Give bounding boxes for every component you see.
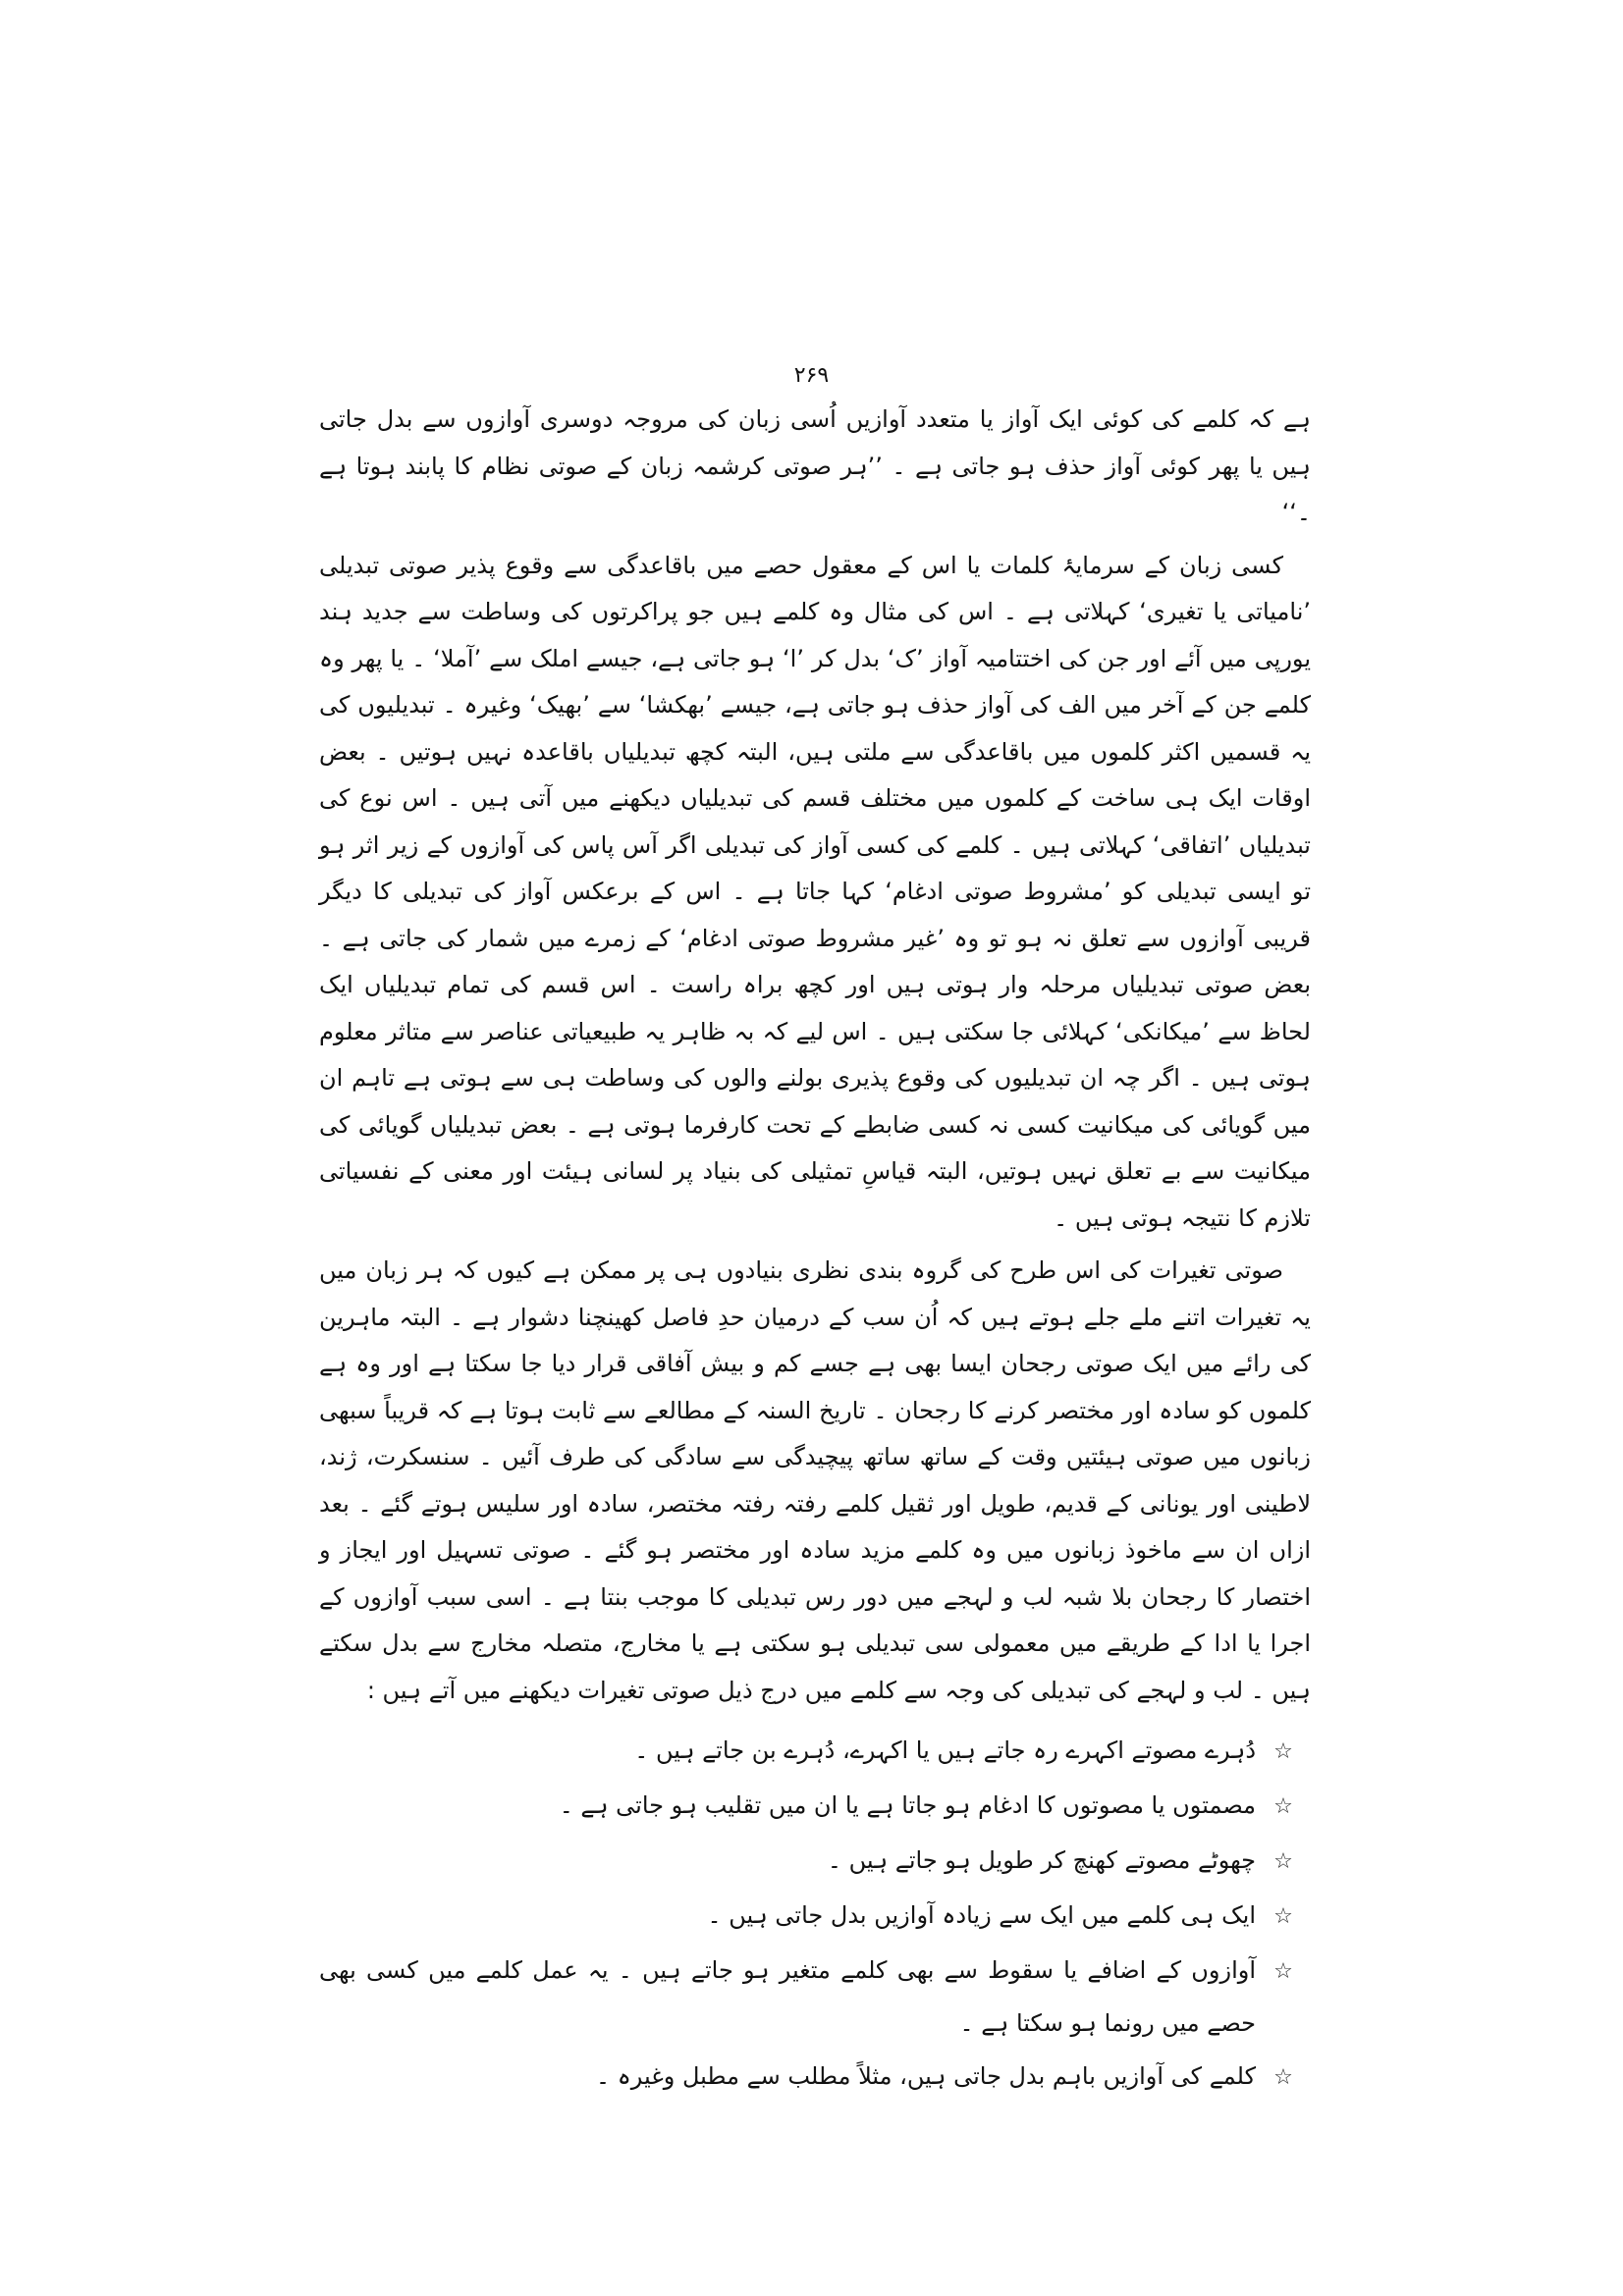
list-item-text: ایک ہی کلمے میں ایک سے زیادہ آوازیں بدل جاتی ہیں ۔: [707, 1901, 1256, 1929]
star-icon: ☆: [1273, 1849, 1293, 1874]
list-item-text: دُہرے مصوتے اکہرے رہ جاتے ہیں یا اکہرے، دُہرے بن جاتے ہیں ۔: [634, 1736, 1256, 1764]
star-icon: ☆: [1273, 2065, 1293, 2090]
star-icon: ☆: [1273, 1959, 1293, 1984]
paragraph-1: ہے کہ کلمے کی کوئی ایک آواز یا متعدد آوازیں اُسی زبان کی مروجہ دوسری آوازوں سے بدل جاتی ہیں یا پھر کوئی آواز حذف ہو جاتی ہے ۔ ’’ہر صوتی کرشمہ زبان کے صوتی نظام کا پابند ہوتا ہے ۔‘‘: [319, 405, 1311, 526]
list-item: [319, 1889, 1311, 1944]
star-icon: ☆: [1273, 1904, 1293, 1929]
list-item-text: آوازوں کے اضافے یا سقوط سے بھی کلمے متغیر ہو جاتے ہیں ۔ یہ عمل کلمے میں کسی بھی حصے میں رونما ہو سکتا ہے ۔: [319, 1956, 1256, 2037]
list-item: [319, 1779, 1311, 1834]
star-icon: ☆: [1273, 1739, 1293, 1764]
bullet-list: [319, 1724, 1311, 2105]
star-icon: ☆: [1273, 1794, 1293, 1819]
list-item: [319, 2050, 1311, 2105]
list-item-text: مصمتوں یا مصوتوں کا ادغام ہو جاتا ہے یا ان میں تقلیب ہو جاتی ہے ۔: [559, 1791, 1256, 1819]
page-number: ۲۶۹: [793, 363, 830, 388]
list-item-text: کلمے کی آوازیں باہم بدل جاتی ہیں، مثلاً مطلب سے مطبل وغیرہ ۔: [596, 2062, 1256, 2090]
list-item: [319, 1724, 1311, 1779]
paragraph-3: صوتی تغیرات کی اس طرح کی گروہ بندی نظری بنیادوں ہی پر ممکن ہے کیوں کہ ہر زبان میں یہ تغیرات اتنے ملے جلے ہوتے ہیں کہ اُن سب کے درمیان حدِ فاصل کھینچنا دشوار ہے ۔ البتہ ماہرین کی رائے میں ایک صوتی رجحان ایسا بھی ہے جسے کم و بیش آفاقی قرار دیا جا سکتا ہے اور وہ ہے کلموں کو سادہ اور مختصر کرنے کا رجحان ۔ تاریخ السنہ کے مطالعے سے ثابت ہوتا ہے کہ قریباً سبھی زبانوں میں صوتی ہیئتیں وقت کے ساتھ ساتھ پیچیدگی سے سادگی کی طرف آئیں ۔ سنسکرت، ژند، لاطینی اور یونانی کے قدیم، طویل اور ثقیل کلمے رفتہ رفتہ مختصر، سادہ اور سلیس ہوتے گئے ۔ بعد ازاں ان سے ماخوذ زبانوں میں وہ کلمے مزید سادہ اور مختصر ہو گئے ۔ صوتی تسہیل اور ایجاز و اختصار کا رجحان بلا شبہ لب و لہجے میں دور رس تبدیلی کا موجب بنتا ہے ۔ اسی سبب آوازوں کے اجرا یا ادا کے طریقے میں معمولی سی تبدیلی ہو سکتی ہے یا مخارج، متصلہ مخارج سے بدل سکتے ہیں ۔ لب و لہجے کی تبدیلی کی وجہ سے کلمے میں درج ذیل صوتی تغیرات دیکھنے میں آتے ہیں :: [319, 1256, 1311, 1704]
list-item: [319, 1944, 1311, 2050]
list-item-text: چھوٹے مصوتے کھنچ کر طویل ہو جاتے ہیں ۔: [827, 1846, 1256, 1874]
paragraph-2: کسی زبان کے سرمایۂ کلمات یا اس کے معقول حصے میں باقاعدگی سے وقوع پذیر صوتی تبدیلی ’نامیاتی یا تغیری‘ کہلاتی ہے ۔ اس کی مثال وہ کلمے ہیں جو پراکرتوں کی وساطت سے جدید ہند یورپی میں آئے اور جن کی اختتامیہ آواز ’ک‘ بدل کر ’ا‘ ہو جاتی ہے، جیسے املک سے ’آملا‘ ۔ یا پھر وہ کلمے جن کے آخر میں الف کی آواز حذف ہو جاتی ہے، جیسے ’بھکشا‘ سے ’بھیک‘ وغیرہ ۔ تبدیلیوں کی یہ قسمیں اکثر کلموں میں باقاعدگی سے ملتی ہیں، البتہ کچھ تبدیلیاں باقاعدہ نہیں ہوتیں ۔ بعض اوقات ایک ہی ساخت کے کلموں میں مختلف قسم کی تبدیلیاں دیکھنے میں آتی ہیں ۔ اس نوع کی تبدیلیاں ’اتفاقی‘ کہلاتی ہیں ۔ کلمے کی کسی آواز کی تبدیلی اگر آس پاس کی آوازوں کے زیر اثر ہو تو ایسی تبدیلی کو ’مشروط صوتی ادغام‘ کہا جاتا ہے ۔ اس کے برعکس آواز کی تبدیلی کا دیگر قریبی آوازوں سے تعلق نہ ہو تو وہ ’غیر مشروط صوتی ادغام‘ کے زمرے میں شمار کی جاتی ہے ۔ بعض صوتی تبدیلیاں مرحلہ وار ہوتی ہیں اور کچھ براہ راست ۔ اس قسم کی تمام تبدیلیاں ایک لحاظ سے ’میکانکی‘ کہلائی جا سکتی ہیں ۔ اس لیے کہ بہ ظاہر یہ طبیعیاتی عناصر سے متاثر معلوم ہوتی ہیں ۔ اگر چہ ان تبدیلیوں کی وقوع پذیری بولنے والوں کی وساطت ہی سے ہوتی ہے تاہم ان میں گویائی کی میکانیت کسی نہ کسی ضابطے کے تحت کارفرما ہوتی ہے ۔ بعض تبدیلیاں گویائی کی میکانیت سے بے تعلق نہیں ہوتیں، البتہ قیاسِ تمثیلی کی بنیاد پر لسانی ہیئت اور معنی کے نفسیاتی تلازم کا نتیجہ ہوتی ہیں ۔: [319, 551, 1312, 1232]
body-text: [319, 397, 1311, 2105]
list-item: [319, 1834, 1311, 1889]
